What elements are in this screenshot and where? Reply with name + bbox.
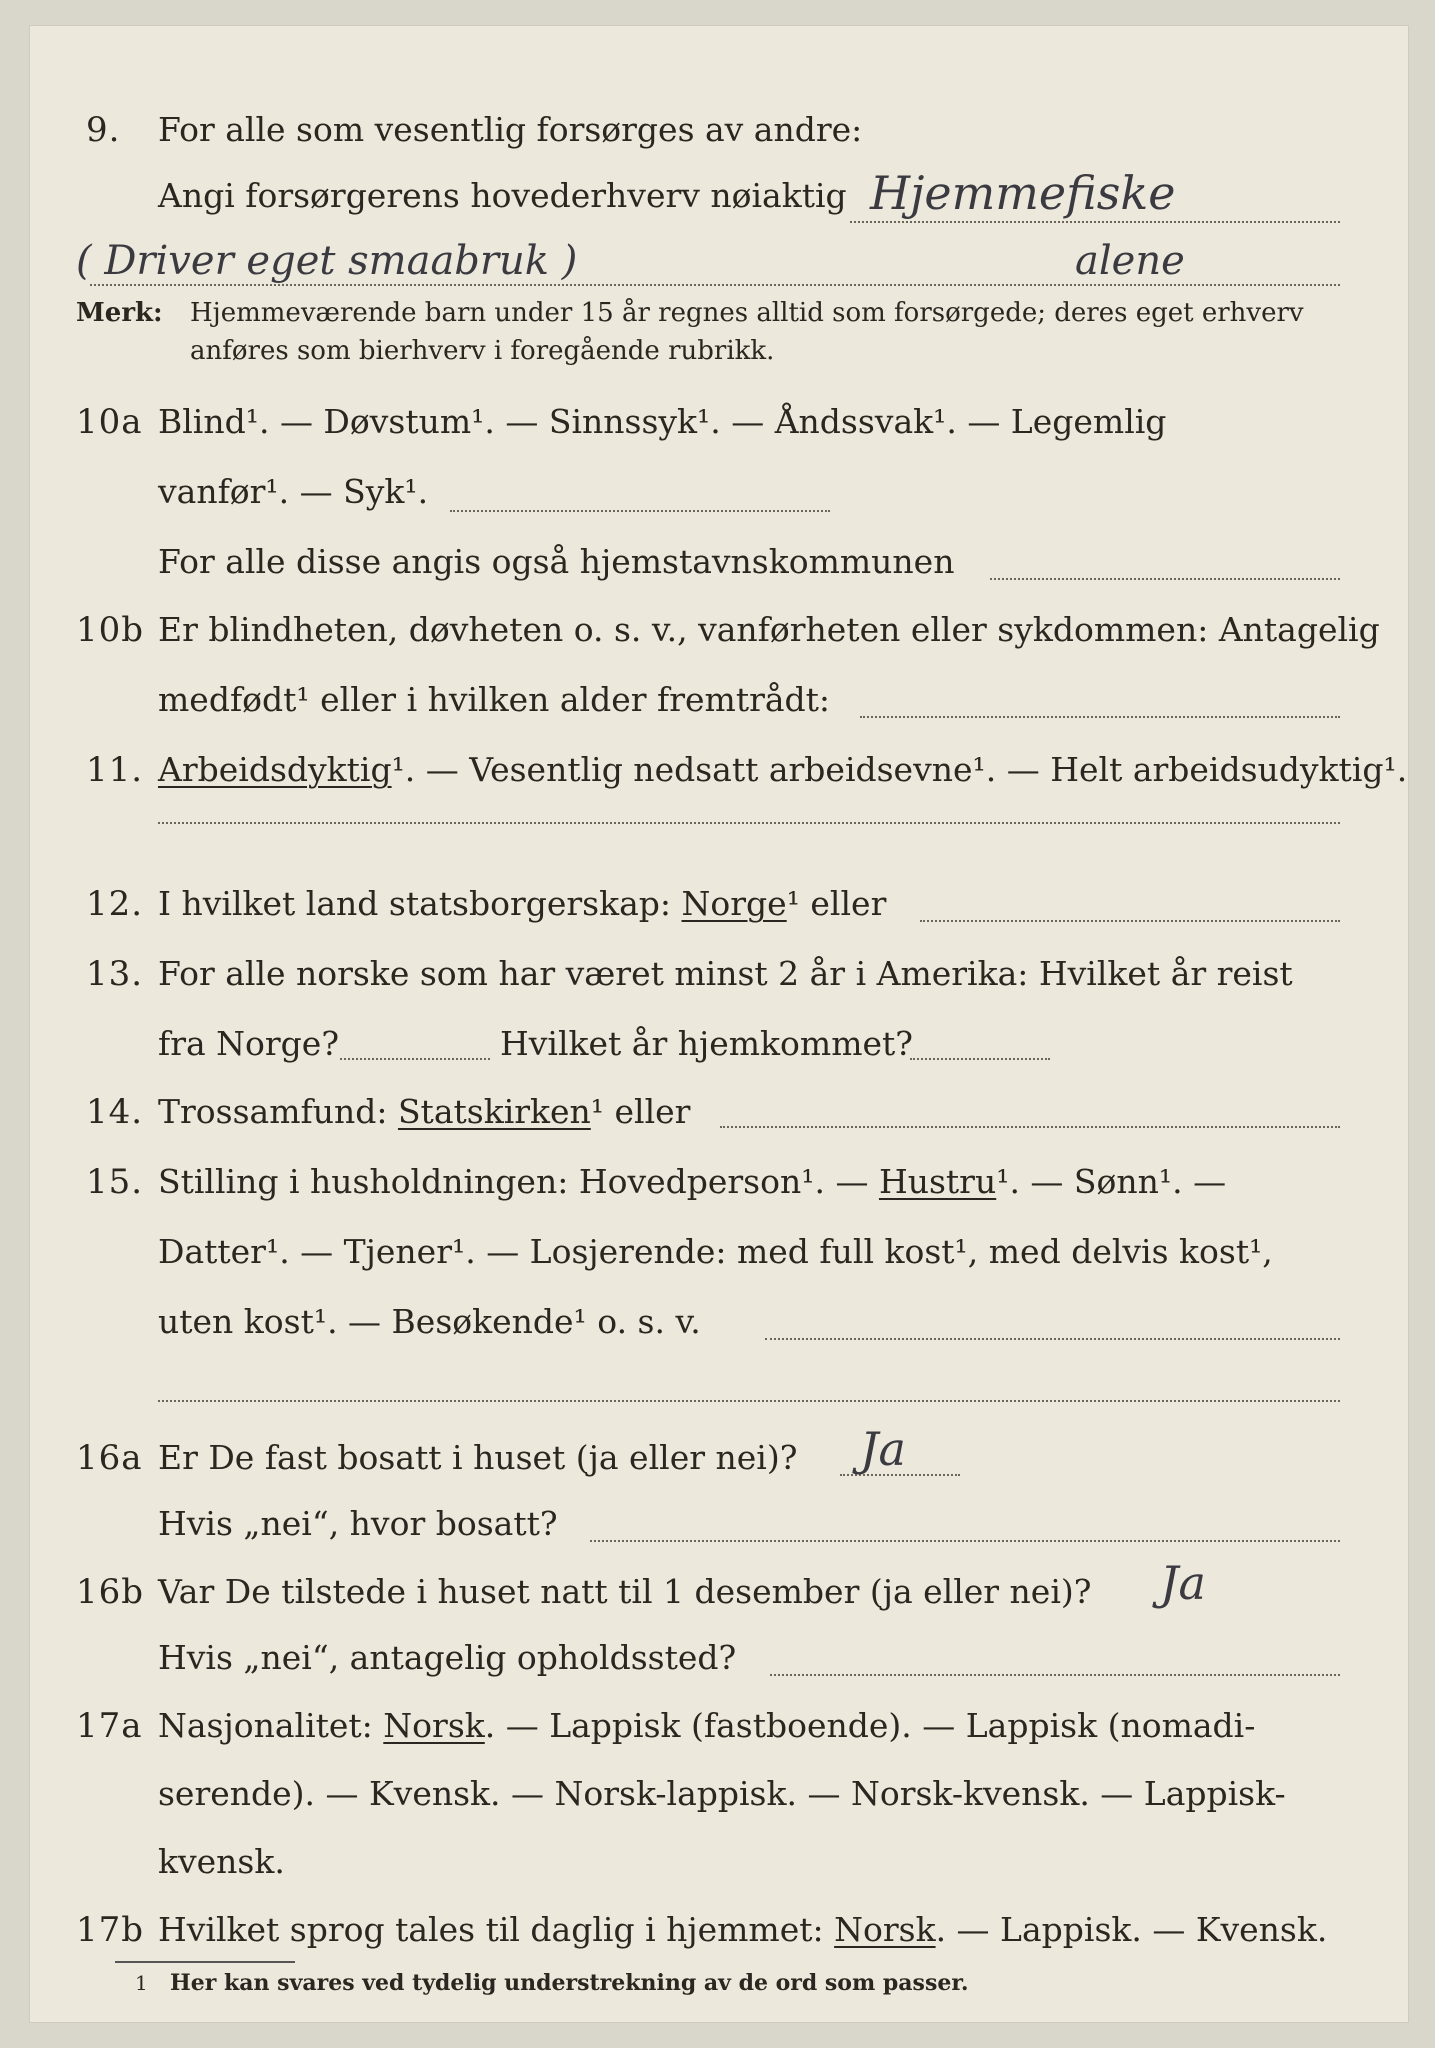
q17b-selected-option: Norsk — [834, 1910, 936, 1949]
q16b-line2: Hvis „nei“, antagelig opholdssted? — [158, 1638, 737, 1677]
q15-selected-option: Hustru — [878, 1162, 997, 1201]
q11-number: 11. — [86, 750, 144, 790]
q14-selected-option: Statskirken — [397, 1092, 591, 1131]
q16a-number: 16a — [76, 1438, 143, 1478]
q9-handwritten-answer1: Hjemmefiske — [870, 166, 1176, 220]
footnote-rule — [115, 1961, 295, 1963]
q15-line2: Datter¹. — Tjener¹. — Losjerende: med full kost¹, med delvis kost¹, — [158, 1232, 1273, 1271]
q9-answer-line2 — [90, 284, 1340, 286]
q17a-line1a: Nasjonalitet: — [158, 1706, 373, 1745]
q14-number: 14. — [86, 1092, 144, 1132]
q13-number: 13. — [86, 954, 144, 994]
q11-rest: ¹. — Vesentlig nedsatt arbeidsevne¹. — Helt arbeidsudyktig¹. — [391, 750, 1408, 789]
footnote-text: Her kan svares ved tydelig understrekning av de ord som passer. — [170, 1970, 969, 1996]
q14-pre: Trossamfund: — [158, 1092, 388, 1131]
q13-line2a: fra Norge? — [158, 1024, 340, 1063]
q9-answer-line — [850, 221, 1340, 223]
q12-line — [158, 884, 886, 923]
merk-label: Merk: — [76, 298, 163, 328]
q17a-line1 — [158, 1706, 1255, 1745]
q17b-line — [158, 1910, 1327, 1949]
q10a-line3: For alle disse angis også hjemstavnskommunen — [158, 542, 955, 581]
q9-number: 9. — [86, 110, 121, 150]
q16b-handwritten-answer: Ja — [1160, 1556, 1206, 1610]
q10a-line2: vanfør¹. — Syk¹. — [158, 472, 429, 511]
q9-handwritten-answer3: alene — [1075, 238, 1185, 284]
q15-line1b: ¹. — Sønn¹. — — [996, 1162, 1227, 1201]
q16b-line1: Var De tilstede i huset natt til 1 desember (ja eller nei)? — [158, 1572, 1092, 1611]
q17a-line1b: . — Lappisk (fastboende). — Lappisk (nomadi- — [484, 1706, 1256, 1745]
q10b-line1: Er blindheten, døvheten o. s. v., vanførheten eller sykdommen: Antagelig — [158, 610, 1380, 649]
footnote-mark: 1 — [135, 1971, 148, 1995]
q10a-line1: Blind¹. — Døvstum¹. — Sinnssyk¹. — Åndssvak¹. — Legemlig — [158, 402, 1167, 441]
q16b-dots — [770, 1674, 1340, 1676]
q11-dots — [158, 822, 1340, 824]
q16a-dots2 — [590, 1540, 1340, 1542]
q17a-selected-option: Norsk — [383, 1706, 485, 1745]
q17a-number: 17a — [76, 1706, 143, 1746]
q15-line3: uten kost¹. — Besøkende¹ o. s. v. — [158, 1302, 701, 1341]
q15-line1a: Stilling i husholdningen: Hovedperson¹. — — [158, 1162, 869, 1201]
q12-selected-option: Norge — [681, 884, 787, 923]
q16a-line1: Er De fast bosatt i huset (ja eller nei)? — [158, 1438, 798, 1477]
q14-dots — [720, 1126, 1340, 1128]
merk-line1: Hjemmeværende barn under 15 år regnes alltid som forsørgede; deres eget erhverv — [190, 298, 1304, 328]
q12-number: 12. — [86, 884, 144, 924]
q10b-number: 10b — [76, 610, 145, 650]
q15-dots — [765, 1338, 1340, 1340]
q12-pre: I hvilket land statsborgerskap: — [158, 884, 672, 923]
q10b-dots — [860, 716, 1340, 718]
census-form-page — [30, 26, 1408, 2022]
q9-line1: For alle som vesentlig forsørges av andre: — [158, 110, 863, 149]
q13-dots-b — [910, 1058, 1050, 1060]
q15-line1 — [158, 1162, 1226, 1201]
q12-post: ¹ eller — [786, 884, 887, 923]
q10a-line3-dots — [990, 578, 1340, 580]
q16a-line2: Hvis „nei“, hvor bosatt? — [158, 1504, 558, 1543]
q15-number: 15. — [86, 1162, 144, 1202]
q16a-handwritten-answer: Ja — [860, 1422, 906, 1476]
q10b-line2: medfødt¹ eller i hvilken alder fremtrådt: — [158, 680, 831, 719]
q9-handwritten-answer2: ( Driver eget smaabruk ) — [76, 238, 578, 284]
q9-line2: Angi forsørgerens hovederhverv nøiaktig — [158, 176, 847, 215]
q17a-line2: serende). — Kvensk. — Norsk-lappisk. — Norsk-kvensk. — Lappisk- — [158, 1774, 1286, 1813]
q10a-line2-dots — [450, 510, 830, 512]
q13-line1: For alle norske som har været minst 2 år i Amerika: Hvilket år reist — [158, 954, 1293, 993]
merk-line2: anføres som bierhverv i foregående rubrikk. — [190, 336, 775, 366]
q12-dots — [920, 920, 1340, 922]
q14-line — [158, 1092, 690, 1131]
q15-dots2 — [158, 1400, 1340, 1402]
q10a-number: 10a — [76, 402, 143, 442]
q16b-number: 16b — [76, 1572, 145, 1612]
q11-line — [158, 750, 1407, 789]
q13-dots-a — [340, 1058, 490, 1060]
q13-line2b: Hvilket år hjemkommet? — [500, 1024, 913, 1063]
q17b-post: . — Lappisk. — Kvensk. — [935, 1910, 1328, 1949]
q17b-pre: Hvilket sprog tales til daglig i hjemmet: — [158, 1910, 824, 1949]
q17a-line3: kvensk. — [158, 1842, 285, 1881]
q17b-number: 17b — [76, 1910, 145, 1950]
q11-selected-option: Arbeidsdyktig — [158, 750, 392, 789]
q14-post: ¹ eller — [590, 1092, 691, 1131]
